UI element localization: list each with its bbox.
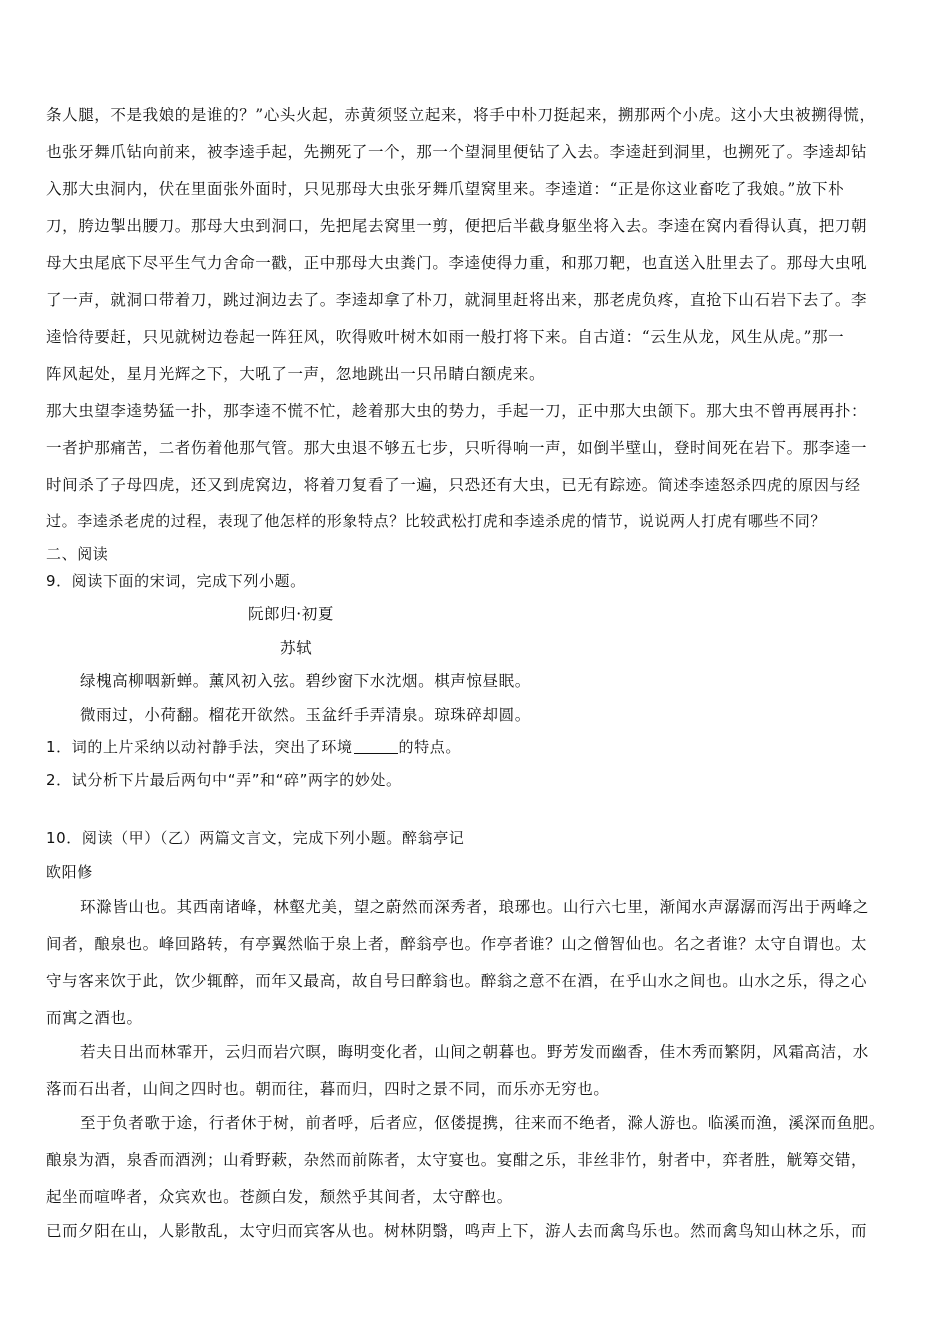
essay-line: 已而夕阳在山，人影散乱，太守归而宾客从也。树林阴翳，鸣声上下，游人去而禽鸟乐也。然而禽鸟知山林之乐，而 bbox=[46, 1222, 868, 1240]
story-line: 母大虫尾底下尽平生气力舍命一戳，正中那母大虫粪门。李逵使得力重，和那刀靶，也直送入肚里去了。那母大虫吼 bbox=[46, 254, 868, 272]
sub-question-1 bbox=[46, 736, 461, 757]
essay-line: 间者，酿泉也。峰回路转，有亭翼然临于泉上者，醉翁亭也。作亭者谁？山之僧智仙也。名之者谁？太守自谓也。太 bbox=[46, 935, 868, 953]
essay-line: 酿泉为酒，泉香而酒洌；山肴野蔌，杂然而前陈者，太守宴也。宴酣之乐，非丝非竹，射者中，弈者胜，觥筹交错， bbox=[46, 1151, 868, 1169]
story-text: 时间杀了子母四虎，还又到虎窝边，将着刀复看了一遍，只恐还有大虫，已无有踪迹。 bbox=[46, 476, 658, 494]
story-line: 一者护那痛苦，二者伤着他那气管。那大虫退不够五七步，只听得响一声，如倒半壁山，登时间死在岩下。那李逵一 bbox=[46, 439, 868, 457]
essay-line: 守与客来饮于此，饮少辄醉，而年又最高，故自号曰醉翁也。醉翁之意不在酒，在乎山水之间也。山水之乐，得之心 bbox=[46, 972, 868, 990]
question-10-prompt: 10．阅读（甲）（乙）两篇文言文，完成下列小题。醉翁亭记 bbox=[46, 829, 465, 847]
essay-line: 若夫日出而林霏开，云归而岩穴暝，晦明变化者，山间之朝暮也。野芳发而幽香，佳木秀而繁阴，风霜高洁，水 bbox=[80, 1043, 869, 1061]
story-line: 也张牙舞爪钻向前来，被李逵手起，先搠死了一个，那一个望洞里便钻了入去。李逵赶到洞里，也搠死了。李逵却钻 bbox=[46, 143, 868, 161]
poem-author: 苏轼 bbox=[280, 639, 313, 657]
essay-line: 起坐而喧哗者，众宾欢也。苍颜白发，颓然乎其间者，太守醉也。 bbox=[46, 1188, 513, 1206]
poem-title: 阮郎归·初夏 bbox=[248, 605, 335, 623]
poem-line: 绿槐高柳咽新蝉。薰风初入弦。碧纱窗下水沈烟。棋声惊昼眠。 bbox=[80, 672, 531, 690]
story-line: 了一声，就洞口带着刀，跳过涧边去了。李逵却拿了朴刀，就洞里赶将出来，那老虎负疼，直抢下山石岩下去了。李 bbox=[46, 291, 868, 309]
story-line: 逵恰待要赶，只见就树边卷起一阵狂风，吹得败叶树木如雨一般打将下来。自古道：“云生从龙，风生从虎。”那一 bbox=[46, 328, 845, 346]
sub-question-2: 2．试分析下片最后两句中“弄”和“碎”两字的妙处。 bbox=[46, 771, 402, 789]
question-9-prompt: 9．阅读下面的宋词，完成下列小题。 bbox=[46, 572, 306, 590]
essay-line: 环滁皆山也。其西南诸峰，林壑尤美，望之蔚然而深秀者，琅琊也。山行六七里，渐闻水声潺潺而泻出于两峰之 bbox=[80, 898, 869, 916]
sub-question-1-text-end: 的特点。 bbox=[398, 738, 461, 756]
story-line: 条人腿，不是我娘的是谁的？”心头火起，赤黄须竖立起来，将手中朴刀挺起来，搠那两个小虎。这小大虫被搠得慌， bbox=[46, 106, 876, 124]
story-line: 阵风起处，星月光辉之下，大吼了一声，忽地跳出一只吊睛白额虎来。 bbox=[46, 365, 546, 383]
story-line: 刀，胯边掣出腰刀。那母大虫到洞口，先把尾去窝里一剪，便把后半截身躯坐将入去。李逵在窝内看得认真，把刀朝 bbox=[46, 217, 868, 235]
story-line-with-question bbox=[46, 473, 861, 495]
essay-line: 而寓之酒也。 bbox=[46, 1009, 143, 1027]
section-heading: 二、阅读 bbox=[46, 545, 109, 563]
essay-line: 至于负者歌于途，行者休于树，前者呼，后者应，伛偻提携，往来而不绝者，滁人游也。临溪而渔，溪深而鱼肥。 bbox=[80, 1114, 886, 1132]
question-text: 简述李逵怒杀四虎的原因与经 bbox=[657, 476, 861, 494]
story-line: 那大虫望李逵势猛一扑，那李逵不慌不忙，趁着那大虫的势力，手起一刀，正中那大虫颌下。那大虫不曾再展再扑： bbox=[46, 402, 868, 420]
poem-line: 微雨过，小荷翻。榴花开欲然。玉盆纤手弄清泉。琼珠碎却圆。 bbox=[80, 706, 531, 724]
essay-line: 落而石出者，山间之四时也。朝而往，暮而归，四时之景不同，而乐亦无穷也。 bbox=[46, 1080, 610, 1098]
story-line: 入那大虫洞内，伏在里面张外面时，只见那母大虫张牙舞爪望窝里来。李逵道：“正是你这业畜吃了我娘。”放下朴 bbox=[46, 180, 845, 198]
essay-author: 欧阳修 bbox=[46, 863, 93, 881]
question-text: 过。李逵杀老虎的过程，表现了他怎样的形象特点？比较武松打虎和李逵杀虎的情节，说说两人打虎有哪些不同？ bbox=[46, 512, 827, 530]
answer-blank[interactable] bbox=[354, 739, 398, 754]
sub-question-1-text: 1．词的上片采纳以动衬静手法，突出了环境 bbox=[46, 738, 353, 756]
